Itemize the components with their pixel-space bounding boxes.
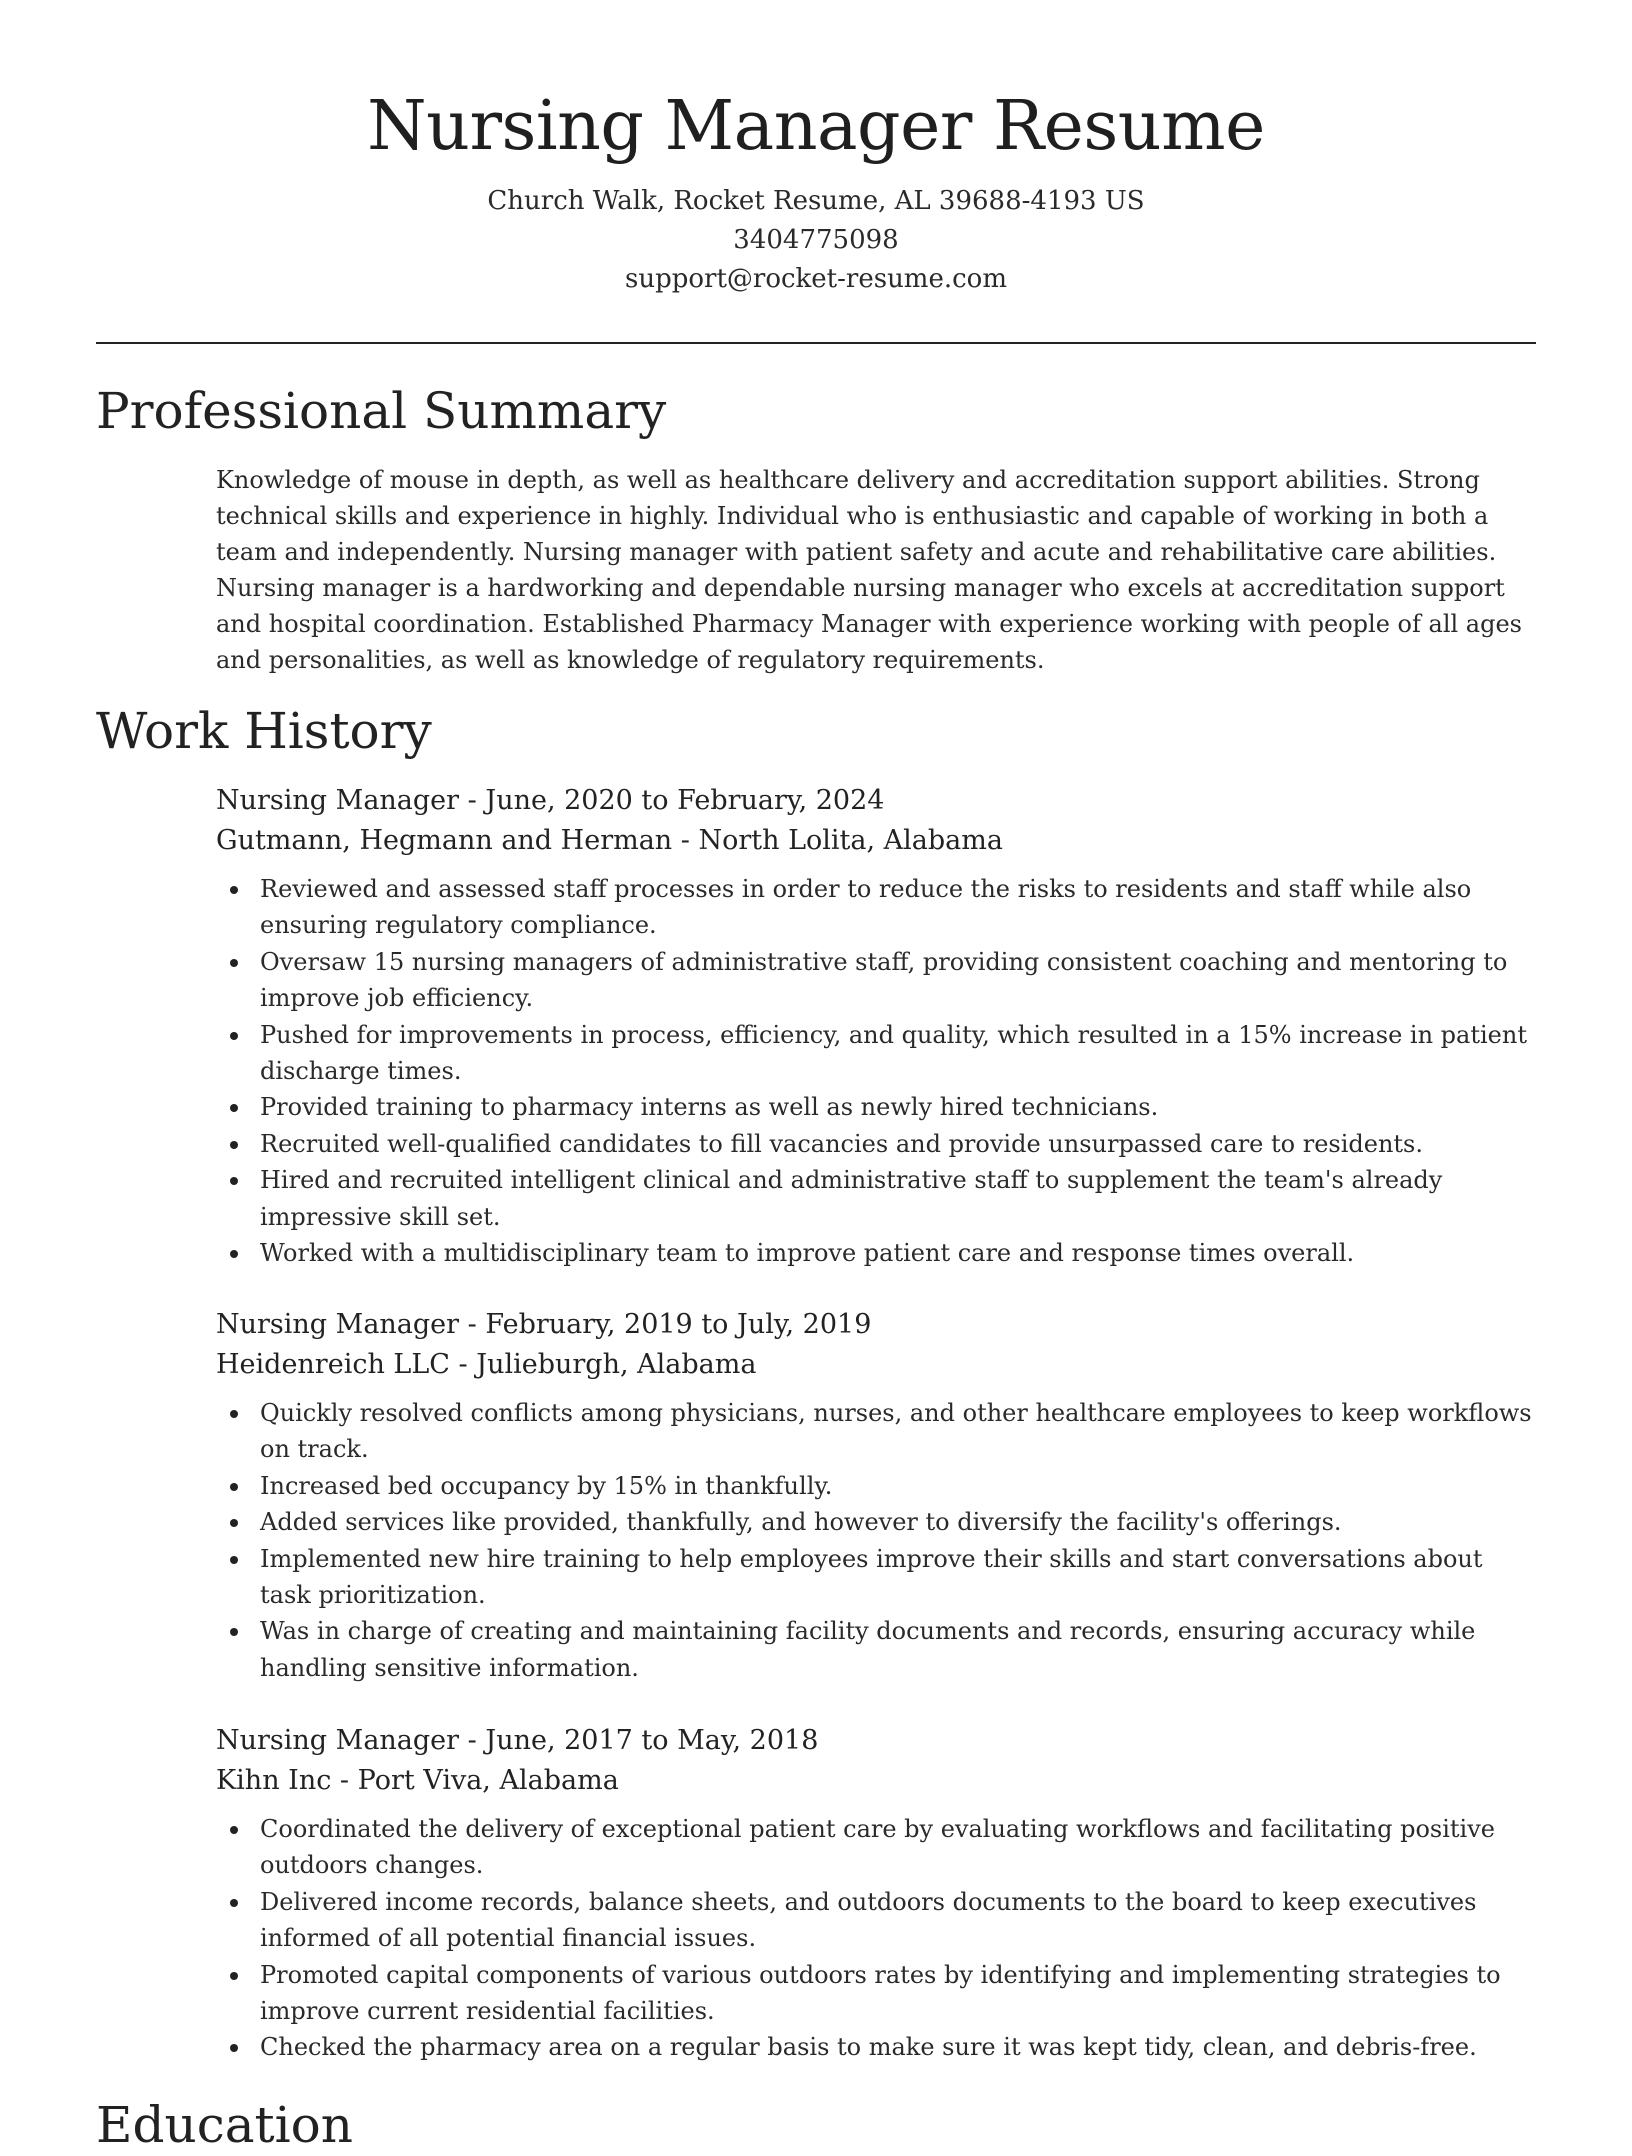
job-bullet <box>216 1613 1536 1686</box>
job-bullet <box>216 1395 1536 1468</box>
job-entry <box>216 1305 1536 1686</box>
contact-info <box>0 182 1632 299</box>
job-bullets <box>216 1811 1536 2066</box>
job-bullet-text: Coordinated the delivery of exceptional patient care by evaluating workflows and facilitating positive outdoors changes. <box>260 1815 1495 1880</box>
resume-title: Nursing Manager Resume <box>367 87 1265 166</box>
job-company: Heidenreich LLC <box>216 1349 450 1380</box>
job-bullet-text: Quickly resolved conflicts among physicians, nurses, and other healthcare employees to keep workflows on track. <box>260 1399 1532 1464</box>
job-title-line <box>216 1305 1536 1345</box>
job-bullet <box>216 871 1536 944</box>
job-dates: - February, 2019 to July, 2019 <box>459 1309 872 1340</box>
section-title-work-history: Work History <box>96 702 432 760</box>
bullet-dot-icon <box>230 1972 238 1980</box>
job-entry <box>216 1721 1536 2066</box>
job-company: Kihn Inc <box>216 1765 332 1796</box>
job-bullets <box>216 1395 1536 1686</box>
bullet-dot-icon <box>230 1032 238 1040</box>
job-bullet <box>216 1126 1536 1162</box>
bullet-dot-icon <box>230 886 238 894</box>
header-divider <box>96 342 1536 344</box>
job-company: Gutmann, Hegmann and Herman <box>216 825 673 856</box>
job-bullet-text: Hired and recruited intelligent clinical and administrative staff to supplement the team's already impressive skill set. <box>260 1166 1443 1231</box>
job-bullet-text: Was in charge of creating and maintaining facility documents and records, ensuring accuracy while handling sensitive information. <box>260 1617 1476 1682</box>
job-entry <box>216 781 1536 1271</box>
contact-address: Church Walk, Rocket Resume, AL 39688-4193 US <box>487 186 1145 216</box>
bullet-dot-icon <box>230 1410 238 1418</box>
job-bullet <box>216 1811 1536 1884</box>
job-dates: - June, 2017 to May, 2018 <box>459 1725 819 1756</box>
job-title-line <box>216 1721 1536 1761</box>
job-bullet-text: Oversaw 15 nursing managers of administrative staff, providing consistent coaching and mentoring to improve job efficiency. <box>260 947 1508 1013</box>
bullet-dot-icon <box>230 1141 238 1149</box>
job-location: - Julieburgh, Alabama <box>449 1349 757 1380</box>
job-title: Nursing Manager <box>216 1725 460 1756</box>
job-bullet-text: Pushed for improvements in process, efficiency, and quality, which resulted in a 15% increase in patient discharge times. <box>260 1020 1527 1086</box>
bullet-dot-icon <box>230 1826 238 1834</box>
job-title: Nursing Manager <box>216 1309 460 1340</box>
bullet-dot-icon <box>230 1104 238 1112</box>
job-bullet <box>216 944 1536 1017</box>
job-bullet <box>216 1162 1536 1235</box>
job-location: - Port Viva, Alabama <box>331 1765 619 1796</box>
job-company-line <box>216 1761 1536 1801</box>
job-bullet <box>216 1504 1536 1540</box>
summary-text: Knowledge of mouse in depth, as well as healthcare delivery and accreditation support abilities. Strong technical skills and experience in highly. Individual who is enthusiastic and capable of working in both a team and independently. Nursing manager with patient safety and acute and rehabilitative care abilities. Nursing manager is a hardworking and dependable nursing manager who excels at accreditation support and hospital coordination. Established Pharmacy Manager with experience working with people of all ages and personalities, as well as knowledge of regulatory requirements. <box>216 466 1522 674</box>
job-bullet <box>216 1235 1536 1271</box>
bullet-dot-icon <box>230 1177 238 1185</box>
job-bullets <box>216 871 1536 1271</box>
section-title-education: Education <box>96 2096 353 2154</box>
job-bullet <box>216 1089 1536 1125</box>
contact-email: support@rocket-resume.com <box>624 264 1007 294</box>
job-bullet <box>216 1884 1536 1957</box>
bullet-dot-icon <box>230 1628 238 1636</box>
bullet-dot-icon <box>230 2044 238 2052</box>
job-bullet-text: Checked the pharmacy area on a regular basis to make sure it was kept tidy, clean, and debris-free. <box>260 2033 1477 2062</box>
job-bullet <box>216 1541 1536 1614</box>
job-company-line <box>216 821 1536 861</box>
job-bullet <box>216 1468 1536 1504</box>
job-bullet-text: Provided training to pharmacy interns as well as newly hired technicians. <box>260 1093 1159 1122</box>
contact-phone: 3404775098 <box>733 225 899 255</box>
job-bullet-text: Implemented new hire training to help employees improve their skills and start conversations about task prioritization. <box>260 1544 1483 1610</box>
section-title-summary: Professional Summary <box>96 382 667 440</box>
job-company-line <box>216 1345 1536 1385</box>
bullet-dot-icon <box>230 1250 238 1258</box>
job-bullet <box>216 1957 1536 2030</box>
job-bullet-text: Delivered income records, balance sheets, and outdoors documents to the board to keep executives informed of all potential financial issues. <box>260 1887 1477 1953</box>
bullet-dot-icon <box>230 1519 238 1527</box>
job-location: - North Lolita, Alabama <box>672 825 1003 856</box>
resume-header <box>0 0 1632 299</box>
job-bullet-text: Promoted capital components of various outdoors rates by identifying and implementing strategies to improve current residential facilities. <box>260 1960 1501 2026</box>
bullet-dot-icon <box>230 1899 238 1907</box>
job-bullet-text: Recruited well-qualified candidates to fill vacancies and provide unsurpassed care to residents. <box>260 1129 1424 1158</box>
job-bullet <box>216 1017 1536 1090</box>
job-bullet <box>216 2029 1536 2065</box>
job-bullet-text: Worked with a multidisciplinary team to improve patient care and response times overall. <box>260 1239 1355 1268</box>
bullet-dot-icon <box>230 959 238 967</box>
job-title: Nursing Manager <box>216 785 460 816</box>
bullet-dot-icon <box>230 1556 238 1564</box>
job-dates: - June, 2020 to February, 2024 <box>459 785 885 816</box>
job-bullet-text: Reviewed and assessed staff processes in order to reduce the risks to residents and staff while also ensuring regulatory compliance. <box>260 875 1472 940</box>
bullet-dot-icon <box>230 1483 238 1491</box>
job-bullet-text: Increased bed occupancy by 15% in thankfully. <box>260 1471 833 1500</box>
job-title-line <box>216 781 1536 821</box>
job-bullet-text: Added services like provided, thankfully, and however to diversify the facility's offerings. <box>260 1508 1342 1537</box>
